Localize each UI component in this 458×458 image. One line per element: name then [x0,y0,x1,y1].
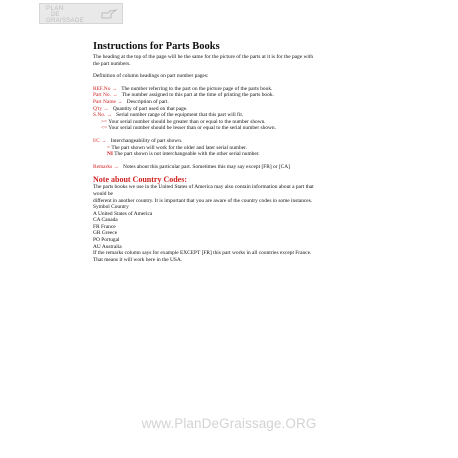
arrow-right-icon: → [99,137,108,144]
symbol: >= [101,118,108,125]
symbol: = [107,144,111,151]
column-def-sno [93,112,373,119]
note-text: The part shown is not interchangeable with the other serial number. [114,151,260,158]
site-logo [39,3,123,24]
arrow-right-icon: → [112,163,121,170]
term: Part Name [93,98,116,105]
page-title: Instructions for Parts Books [93,41,220,52]
arrow-right-icon: → [110,92,120,99]
country-line: PO Portugal [93,237,120,244]
symbol: <= [101,125,108,132]
document-body [93,41,373,263]
desc: Description of part. [126,98,169,105]
desc: Serial number range of the equipment that this part will fit. [116,112,244,119]
symbol: NI [107,151,113,158]
arrow-right-icon: → [105,112,114,119]
serial-note-lte [93,125,373,132]
ic-definition [93,138,373,145]
arrow-right-icon: → [102,105,111,112]
serial-note-gte [93,119,373,126]
country-line: Symbol Country [93,204,129,211]
term: S.No. [93,112,106,119]
logo-line-1: PLAN [46,6,64,12]
remarks-definition [93,164,373,171]
country-line: A United States of America [93,210,153,217]
ic-note-equal [93,145,373,152]
country-line: CA Canada [93,217,118,224]
intro-line-2: the part numbers. [93,60,131,67]
desc: Quantity of part used on that page. [112,105,188,112]
country-line: would be [93,190,113,197]
note-text: Your serial number should be lesser than or equal to the serial number shown. [108,125,276,132]
logo-line-3: GRAISSAGE [46,18,85,24]
country-line: The parts books we use in the United States of America may also contain information about a part that [93,184,314,191]
desc: Interchangeability of part shown. [110,137,183,144]
note-text: Your serial number should be greater than or equal to the number shown. [108,118,266,125]
watermark-footer: www.PlanDeGraissage.ORG [141,416,317,431]
country-line: GR Greece [93,230,118,237]
intro-line-1: The heading at the top of the page will be the same for the picture of the parts at it is for the page with [93,54,314,60]
country-line: If the remarks column says for example EXCEPT [FR] this part works in all countries except France. [93,250,312,257]
desc: Notes about this particular part. Sometimes this may say except [FR] or [CA] [122,163,290,170]
definition-heading: Definition of column headings on part number pages: [93,73,209,80]
term: Part No. [93,92,111,99]
desc: The number referring to the part on the picture page of the parts book. [121,85,273,92]
arrow-right-icon: → [115,98,124,105]
country-line: That means it will work here in the USA. [93,256,183,263]
logo-line-2: DE [51,12,60,18]
ic-note-ni [93,151,373,158]
oil-can-icon [100,8,118,20]
country-line: FR France [93,223,116,230]
column-def-partname [93,99,373,106]
term: Q'ty [93,105,103,112]
note-text: The part shown will work for the older and later serial number. [111,144,247,151]
country-codes-heading: Note about Country Codes: [93,175,187,185]
term: I/C [93,137,100,144]
column-def-partno [93,92,373,99]
arrow-right-icon: → [110,85,119,92]
country-line: AU Australia [93,243,122,250]
term: REF.No [93,85,111,92]
desc: The number assigned to this part at the time of printing the parts book. [121,92,274,99]
term: Remarks [93,163,113,170]
country-line: different in another country. It is important that you are aware of the country codes in some instances. [93,197,313,204]
